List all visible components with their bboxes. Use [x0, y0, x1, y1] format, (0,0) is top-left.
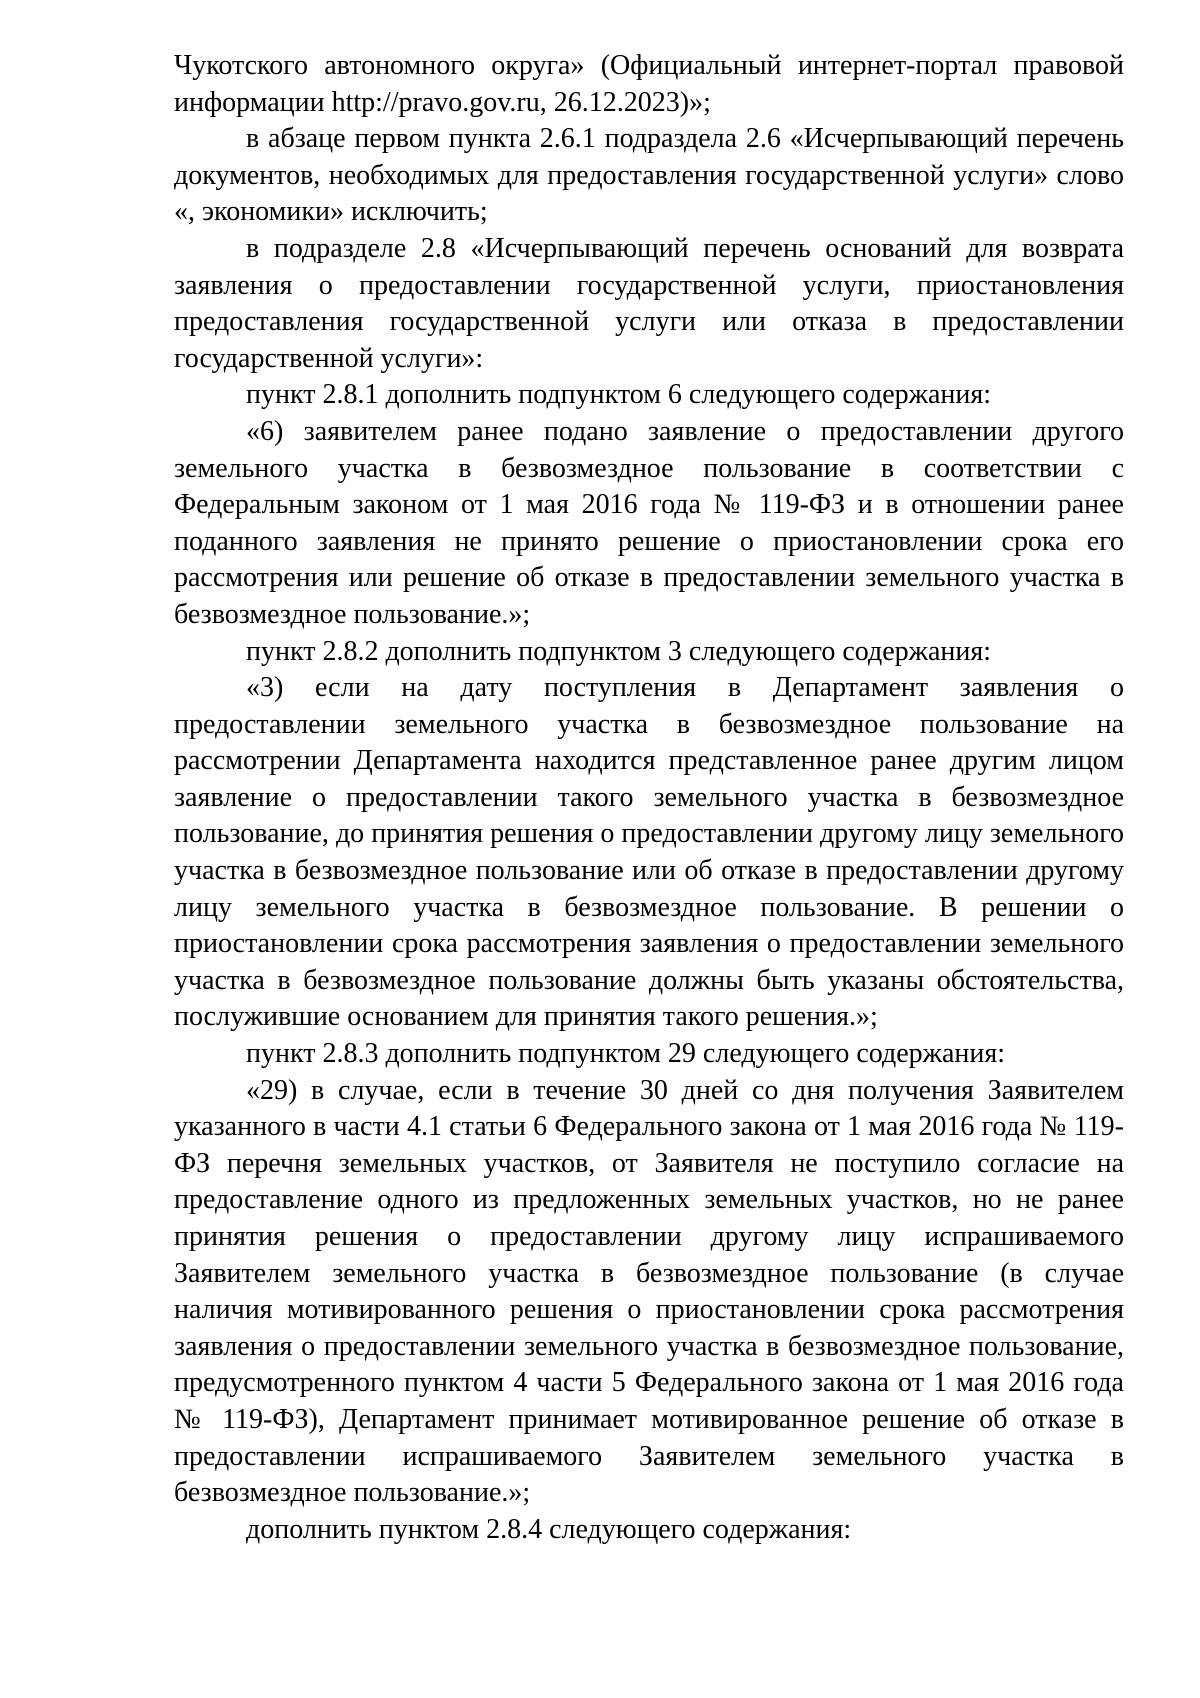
- paragraph-amendment-2-6-1: в абзаце первом пункта 2.6.1 подраздела 2.6 «Исчерпывающий перечень документов, необходимых для предоставления государственной услуги» слово «, экономики» исключить;: [174, 123, 1124, 228]
- paragraph-continuation: Чукотского автономного округа» (Официальный интернет-портал правовой информации http://pravo.gov.ru, 26.12.2023)»;: [174, 50, 1124, 118]
- document-body: [174, 48, 1124, 1548]
- paragraph-item-2-8-3: пункт 2.8.3 дополнить подпунктом 29 следующего содержания:: [246, 1038, 1006, 1070]
- paragraph-item-2-8-1: пункт 2.8.1 дополнить подпунктом 6 следующего содержания:: [246, 379, 992, 411]
- paragraph-item-2-8-2: пункт 2.8.2 дополнить подпунктом 3 следующего содержания:: [246, 635, 992, 667]
- paragraph-subsection-2-8: в подразделе 2.8 «Исчерпывающий перечень оснований для возврата заявления о предоставлении государственной услуги, приостановления предоставления государственной услуги или отказа в предоставлении государственной услуги»:: [174, 232, 1124, 374]
- paragraph-subitem-6: «6) заявителем ранее подано заявление о предоставлении другого земельного участка в безвозмездное пользование в соответствии с Федеральным законом от 1 мая 2016 года № 119-ФЗ и в отношении ранее поданного заявления не принято решение о приостановлении срока его рассмотрения или решение об отказе в предоставлении земельного участка в безвозмездное пользование.»;: [174, 415, 1124, 630]
- paragraph-item-2-8-4: дополнить пунктом 2.8.4 следующего содержания:: [246, 1513, 852, 1545]
- paragraph-subitem-29: «29) в случае, если в течение 30 дней со дня получения Заявителем указанного в части 4.1 статьи 6 Федерального закона от 1 мая 2016 года № 119-ФЗ перечня земельных участков, от Заявителя не поступило согласие на предоставление одного из предложенных земельных участков, но не ранее принятия решения о предоставлении другому лицу испрашиваемого Заявителем земельного участка в безвозмездное пользование (в случае наличия мотивированного решения о приостановлении срока рассмотрения заявления о предоставлении земельного участка в безвозмездное пользование, предусмотренного пунктом 4 части 5 Федерального закона от 1 мая 2016 года № 119-ФЗ), Департамент принимает мотивированное решение об отказе в предоставлении испрашиваемого Заявителем земельного участка в безвозмездное пользование.»;: [174, 1074, 1124, 1509]
- paragraph-subitem-3: «3) если на дату поступления в Департамент заявления о предоставлении земельного участка в безвозмездное пользование на рассмотрении Департамента находится представленное ранее другим лицом заявление о предоставлении такого земельного участка в безвозмездное пользование, до принятия решения о предоставлении другому лицу земельного участка в безвозмездное пользование или об отказе в предоставлении другому лицу земельного участка в безвозмездное пользование. В решении о приостановлении срока рассмотрения заявления о предоставлении земельного участка в безвозмездное пользование должны быть указаны обстоятельства, послужившие основанием для принятия такого решения.»;: [174, 672, 1124, 1033]
